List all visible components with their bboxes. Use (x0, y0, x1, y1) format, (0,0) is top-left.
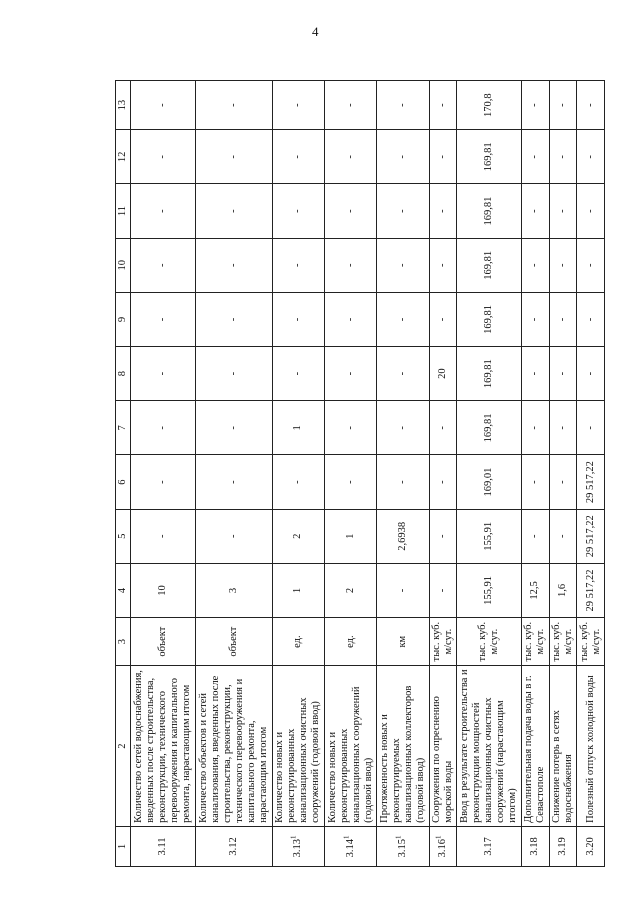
value-cell: - (429, 401, 457, 455)
value-cell: - (377, 563, 429, 617)
value-cell: - (324, 184, 376, 238)
value-cell: 1 (324, 509, 376, 563)
row-number: 3.13$^1$ (272, 826, 324, 866)
value-cell: - (195, 509, 272, 563)
value-cell: - (324, 238, 376, 292)
value-cell: 29 517,22 (577, 509, 605, 563)
row-number: 3.20 (577, 826, 605, 866)
value-cell: - (195, 347, 272, 401)
table-body (131, 81, 605, 867)
value-cell: - (577, 292, 605, 346)
row-number: 3.11 (131, 826, 196, 866)
value-cell: - (521, 509, 549, 563)
value-cell: 155,91 (457, 509, 522, 563)
value-cell: 1,6 (549, 563, 577, 617)
rotated-table-wrapper (115, 80, 605, 867)
unit-of-measure: км (377, 618, 429, 666)
value-cell: 169,01 (457, 455, 522, 509)
value-cell: 155,91 (457, 563, 522, 617)
value-cell: - (195, 130, 272, 184)
value-cell: 2 (324, 563, 376, 617)
column-header: 3 (116, 618, 131, 666)
value-cell: - (549, 401, 577, 455)
row-number: 3.16$^1$ (429, 826, 457, 866)
table-row (195, 81, 272, 867)
column-header: 1 (116, 826, 131, 866)
value-cell: - (377, 401, 429, 455)
row-number: 3.17 (457, 826, 522, 866)
value-cell: - (195, 184, 272, 238)
value-cell: - (549, 455, 577, 509)
value-cell: - (521, 238, 549, 292)
indicator-name: Снижение потерь в сетях водоснабжения (549, 666, 577, 827)
footnote-marker: 1 (342, 835, 351, 839)
row-number: 3.18 (521, 826, 549, 866)
indicator-name: Ввод в результате строительства и реконструкции мощностей канализационных очистных сооружений (нарастающим итогом) (457, 666, 522, 827)
row-number: 3.14$^1$ (324, 826, 376, 866)
value-cell: - (521, 455, 549, 509)
value-cell: - (272, 130, 324, 184)
value-cell: 1 (272, 401, 324, 455)
page-number: 4 (312, 24, 319, 39)
value-cell: - (577, 238, 605, 292)
value-cell: - (429, 292, 457, 346)
value-cell: 170,8 (457, 81, 522, 130)
column-header: 5 (116, 509, 131, 563)
value-cell: - (377, 347, 429, 401)
unit-of-measure: тыс. куб. м/сут. (429, 618, 457, 666)
value-cell: - (195, 81, 272, 130)
table-row (521, 81, 549, 867)
indicators-table (115, 80, 605, 867)
table-row (324, 81, 376, 867)
unit-of-measure: объект (195, 618, 272, 666)
value-cell: - (377, 184, 429, 238)
value-cell: - (377, 81, 429, 130)
value-cell: - (429, 563, 457, 617)
value-cell: - (377, 455, 429, 509)
value-cell: - (324, 292, 376, 346)
unit-of-measure: тыс. куб. м/сут. (521, 618, 549, 666)
value-cell: - (429, 184, 457, 238)
value-cell: - (324, 401, 376, 455)
table-row (377, 81, 429, 867)
value-cell: - (577, 184, 605, 238)
value-cell: - (272, 347, 324, 401)
value-cell: - (195, 292, 272, 346)
value-cell: - (549, 184, 577, 238)
value-cell: 169,81 (457, 184, 522, 238)
column-header: 6 (116, 455, 131, 509)
column-header: 12 (116, 130, 131, 184)
value-cell: 2,6938 (377, 509, 429, 563)
value-cell: - (549, 130, 577, 184)
column-header: 10 (116, 238, 131, 292)
value-cell: - (377, 238, 429, 292)
value-cell: - (429, 81, 457, 130)
value-cell: - (272, 455, 324, 509)
value-cell: - (195, 455, 272, 509)
column-header: 7 (116, 401, 131, 455)
value-cell: 29 517,22 (577, 455, 605, 509)
value-cell: - (549, 238, 577, 292)
unit-of-measure: тыс. куб. м/сут. (577, 618, 605, 666)
table-row (549, 81, 577, 867)
row-number: 3.15$^1$ (377, 826, 429, 866)
value-cell: - (195, 238, 272, 292)
indicator-name: Количество новых и реконструированных канализационных сооружений (годовой ввод) (324, 666, 376, 827)
indicator-name: Количество сетей водоснабжения, введенных после строительства, реконструкции, технического перевооружения и капитального ремонта, нарастающим итогом (131, 666, 196, 827)
table-row (457, 81, 522, 867)
value-cell: - (549, 292, 577, 346)
value-cell: 2 (272, 509, 324, 563)
indicator-name: Полезный отпуск холодной воды (577, 666, 605, 827)
value-cell: - (131, 292, 196, 346)
value-cell: - (521, 184, 549, 238)
row-number: 3.19 (549, 826, 577, 866)
value-cell: - (577, 130, 605, 184)
column-header: 8 (116, 347, 131, 401)
value-cell: - (521, 401, 549, 455)
value-cell: - (324, 81, 376, 130)
value-cell: 3 (195, 563, 272, 617)
value-cell: - (521, 292, 549, 346)
value-cell: - (131, 455, 196, 509)
value-cell: - (272, 238, 324, 292)
value-cell: - (195, 401, 272, 455)
value-cell: - (272, 292, 324, 346)
column-header: 9 (116, 292, 131, 346)
table-row (272, 81, 324, 867)
column-header: 4 (116, 563, 131, 617)
value-cell: - (131, 130, 196, 184)
unit-of-measure: тыс. куб. м/сут. (457, 618, 522, 666)
indicator-name: Сооружения по опреснению морской воды (429, 666, 457, 827)
column-header: 11 (116, 184, 131, 238)
value-cell: - (131, 238, 196, 292)
value-cell: - (429, 455, 457, 509)
footnote-marker: 1 (434, 835, 443, 839)
value-cell: - (131, 509, 196, 563)
value-cell: 12,5 (521, 563, 549, 617)
unit-of-measure: объект (131, 618, 196, 666)
value-cell: - (549, 347, 577, 401)
value-cell: 20 (429, 347, 457, 401)
unit-of-measure: ед. (272, 618, 324, 666)
column-header: 13 (116, 81, 131, 130)
value-cell: - (272, 184, 324, 238)
table-row (577, 81, 605, 867)
table-row (131, 81, 196, 867)
footnote-marker: 1 (289, 835, 298, 839)
footnote-marker: 1 (394, 835, 403, 839)
value-cell: - (549, 81, 577, 130)
indicator-name: Дополнительная подача воды в г. Севастополе (521, 666, 549, 827)
unit-of-measure: тыс. куб. м/сут. (549, 618, 577, 666)
value-cell: 169,81 (457, 130, 522, 184)
value-cell: - (377, 292, 429, 346)
value-cell: - (324, 455, 376, 509)
column-header: 2 (116, 666, 131, 827)
value-cell: - (131, 347, 196, 401)
value-cell: - (324, 347, 376, 401)
value-cell: - (131, 81, 196, 130)
value-cell: - (429, 238, 457, 292)
value-cell: 169,81 (457, 292, 522, 346)
value-cell: 169,81 (457, 401, 522, 455)
value-cell: 29 517,22 (577, 563, 605, 617)
indicator-name: Количество объектов и сетей канализования, введенных после строительства, реконструкции, технического перевооружения и капитального ремонта, нарастающим итогом (195, 666, 272, 827)
value-cell: - (324, 130, 376, 184)
value-cell: - (521, 81, 549, 130)
table-row (429, 81, 457, 867)
value-cell: - (549, 509, 577, 563)
value-cell: - (131, 184, 196, 238)
value-cell: - (272, 81, 324, 130)
unit-of-measure: ед. (324, 618, 376, 666)
value-cell: - (521, 347, 549, 401)
value-cell: - (429, 509, 457, 563)
value-cell: 10 (131, 563, 196, 617)
value-cell: - (377, 130, 429, 184)
value-cell: - (577, 81, 605, 130)
value-cell: - (131, 401, 196, 455)
value-cell: - (429, 130, 457, 184)
indicator-name: Количество новых и реконструированных канализационных очистных сооружений (годовой ввод) (272, 666, 324, 827)
value-cell: - (521, 130, 549, 184)
row-number: 3.12 (195, 826, 272, 866)
value-cell: 169,81 (457, 347, 522, 401)
value-cell: - (577, 347, 605, 401)
table-header-row (116, 81, 131, 867)
value-cell: 169,81 (457, 238, 522, 292)
value-cell: - (577, 401, 605, 455)
value-cell: 1 (272, 563, 324, 617)
indicator-name: Протяженность новых и реконструируемых канализационных коллекторов (годовой ввод) (377, 666, 429, 827)
